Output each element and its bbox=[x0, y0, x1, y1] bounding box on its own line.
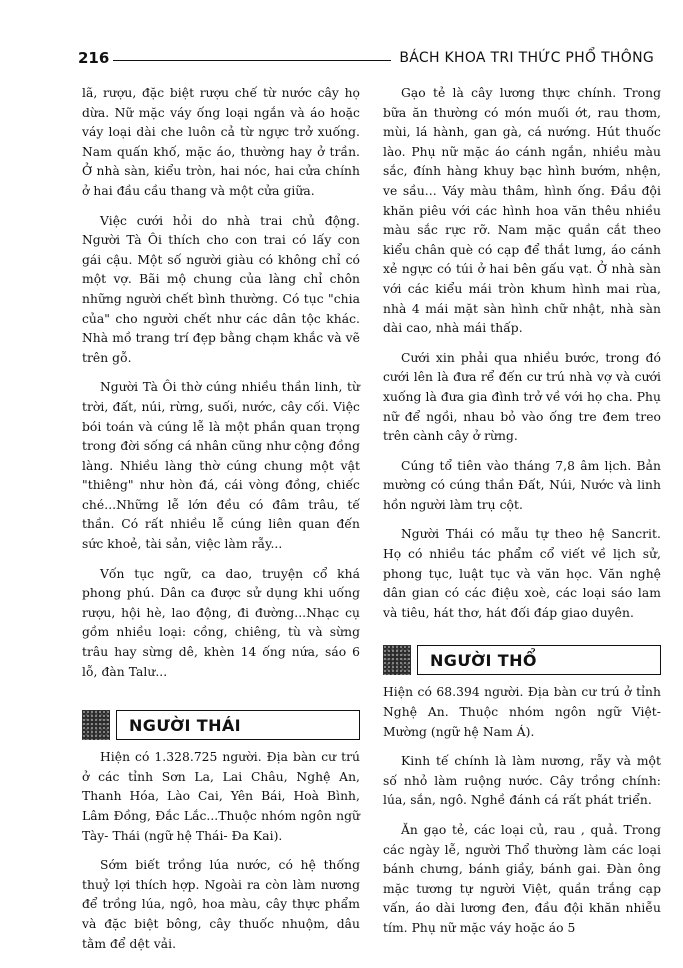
paragraph: Sớm biết trồng lúa nước, có hệ thống thuỷ lợi thích hợp. Ngoài ra còn làm nương để trồng lúa, ngô, hoa màu, cây thực phẩm và đặc biệt bông, cây thuốc nhuộm, dâu tằm để dệt vải. bbox=[82, 858, 360, 951]
paragraph: Vốn tục ngữ, ca dao, truyện cổ khá phong phú. Dân ca được sử dụng khi uống rượu, hội hè, lao động, đi đường...Nhạc cụ gồm nhiều loại: cồng, chiêng, tù và sừng trâu hay sừng dê, khèn 14 ống nứa, sáo 6 lỗ, đàn Talư... bbox=[82, 566, 360, 679]
section-marker-icon bbox=[82, 710, 110, 740]
paragraph: Ăn gạo tẻ, các loại củ, rau , quả. Trong các ngày lễ, người Thổ thường làm các loại bánh chưng, bánh giầy, bánh gai. Đàn ông mặc tương tự người Việt, quần trắng cạp vấn, áo dài lương đen, đầu đội khăn nhiễu tím. Phụ nữ mặc váy hoặc áo 5 bbox=[383, 823, 661, 935]
page-number: 216 bbox=[78, 49, 110, 67]
left-column bbox=[82, 84, 360, 964]
section-heading-nguoi-thai bbox=[82, 708, 360, 742]
paragraph: Cúng tổ tiên vào tháng 7,8 âm lịch. Bản mường có cúng thần Đất, Núi, Nước và linh hồn người làm trụ cột. bbox=[383, 458, 661, 512]
right-column bbox=[383, 84, 661, 949]
paragraph: Người Thái có mẫu tự theo hệ Sancrit. Họ có nhiều tác phẩm cổ viết về lịch sử, phong tục, luật tục và văn học. Văn nghệ dân gian có các điệu xoè, các loại sáo lam và tiêu, hát thơ, hát đối đáp giao duyên. bbox=[383, 527, 661, 620]
paragraph: Hiện có 1.328.725 người. Địa bàn cư trú ở các tỉnh Sơn La, Lai Châu, Nghệ An, Thanh Hóa, Lào Cai, Yên Bái, Hoà Bình, Lâm Đồng, Đắc Lắc...Thuộc nhóm ngôn ngữ Tày- Thái (ngữ hệ Thái- Đa Kai). bbox=[82, 750, 360, 843]
header-rule bbox=[113, 60, 391, 61]
paragraph: Việc cưới hỏi do nhà trai chủ động. Người Tà Ôi thích cho con trai có lấy con gái cậu. Một số người giàu có không chỉ có một vợ. Bãi mộ chung của làng chỉ chôn những người chết bình thường. Có tục "chia của" cho người chết như các dân tộc khác. Nhà mồ trang trí đẹp bằng chạm khắc và vẽ trên gỗ. bbox=[82, 213, 360, 365]
section-title: NGƯỜI THÁI bbox=[116, 710, 360, 740]
running-title: BÁCH KHOA TRI THỨC PHỔ THÔNG bbox=[399, 50, 654, 66]
section-title: NGƯỜI THỔ bbox=[417, 645, 661, 675]
paragraph: Kinh tế chính là làm nương, rẫy và một số nhỏ làm ruộng nước. Cây trồng chính: lúa, sắn, ngô. Nghề đánh cá rất phát triển. bbox=[383, 754, 661, 808]
page-header bbox=[78, 44, 654, 66]
section-marker-icon bbox=[383, 645, 411, 675]
paragraph: Người Tà Ôi thờ cúng nhiều thần linh, từ trời, đất, núi, rừng, suối, nước, cây cối. Việc bói toán và cúng lễ là một phần quan trọng trong đời sống cá nhân cũng như cộng đồng làng. Nhiều làng thờ cúng chung một vật "thiêng" như hòn đá, cái vòng đồng, chiếc ché...Những lễ lớn đều có đâm trâu, tế thần. Có rất nhiều lễ cúng liên quan đến sức khoẻ, tài sản, việc làm rẫy... bbox=[82, 380, 360, 552]
paragraph: Gạo tẻ là cây lương thực chính. Trong bữa ăn thường có món muối ớt, rau thơm, mùi, lá hành, gan gà, cá nướng. Hút thuốc lào. Phụ nữ mặc áo cánh ngắn, nhiều màu sắc, đính hàng khuy bạc hình bướm, nhện, ve sầu... Váy màu thâm, hình ống. Đầu đội khăn piêu với các hình hoa văn thêu nhiều màu sắc rực rỡ. Nam mặc quần cắt theo kiểu chân què có cạp để thắt lưng, áo cánh xẻ ngực có túi ở hai bên gấu vạt. Ở nhà sàn với các kiểu mái tròn khum hình mai rùa, nhà 4 mái mặt sàn hình chữ nhật, nhà sàn dài cao, nhà mái thấp. bbox=[383, 86, 661, 336]
paragraph: lã, rượu, đặc biệt rượu chế từ nước cây họ dừa. Nữ mặc váy ống loại ngắn và áo hoặc váy loại dài che luôn cả từ ngực trở xuống. Nam quấn khố, mặc áo, thường hay ở trần. Ở nhà sàn, kiểu tròn, hai nóc, hai cửa chính ở hai đầu cầu thang và một cửa giữa. bbox=[82, 86, 360, 198]
section-heading-nguoi-tho bbox=[383, 643, 661, 677]
paragraph: Hiện có 68.394 người. Địa bàn cư trú ở tỉnh Nghệ An. Thuộc nhóm ngôn ngữ Việt- Mường (ngữ hệ Nam Á). bbox=[383, 685, 661, 739]
paragraph: Cưới xin phải qua nhiều bước, trong đó cưới lên là đưa rể đến cư trú nhà vợ và cưới xuống là đưa gia đình trở về với họ cha. Phụ nữ để ngồi, nhau bỏ vào ống tre đem treo trên cành cây ở rừng. bbox=[383, 350, 661, 444]
